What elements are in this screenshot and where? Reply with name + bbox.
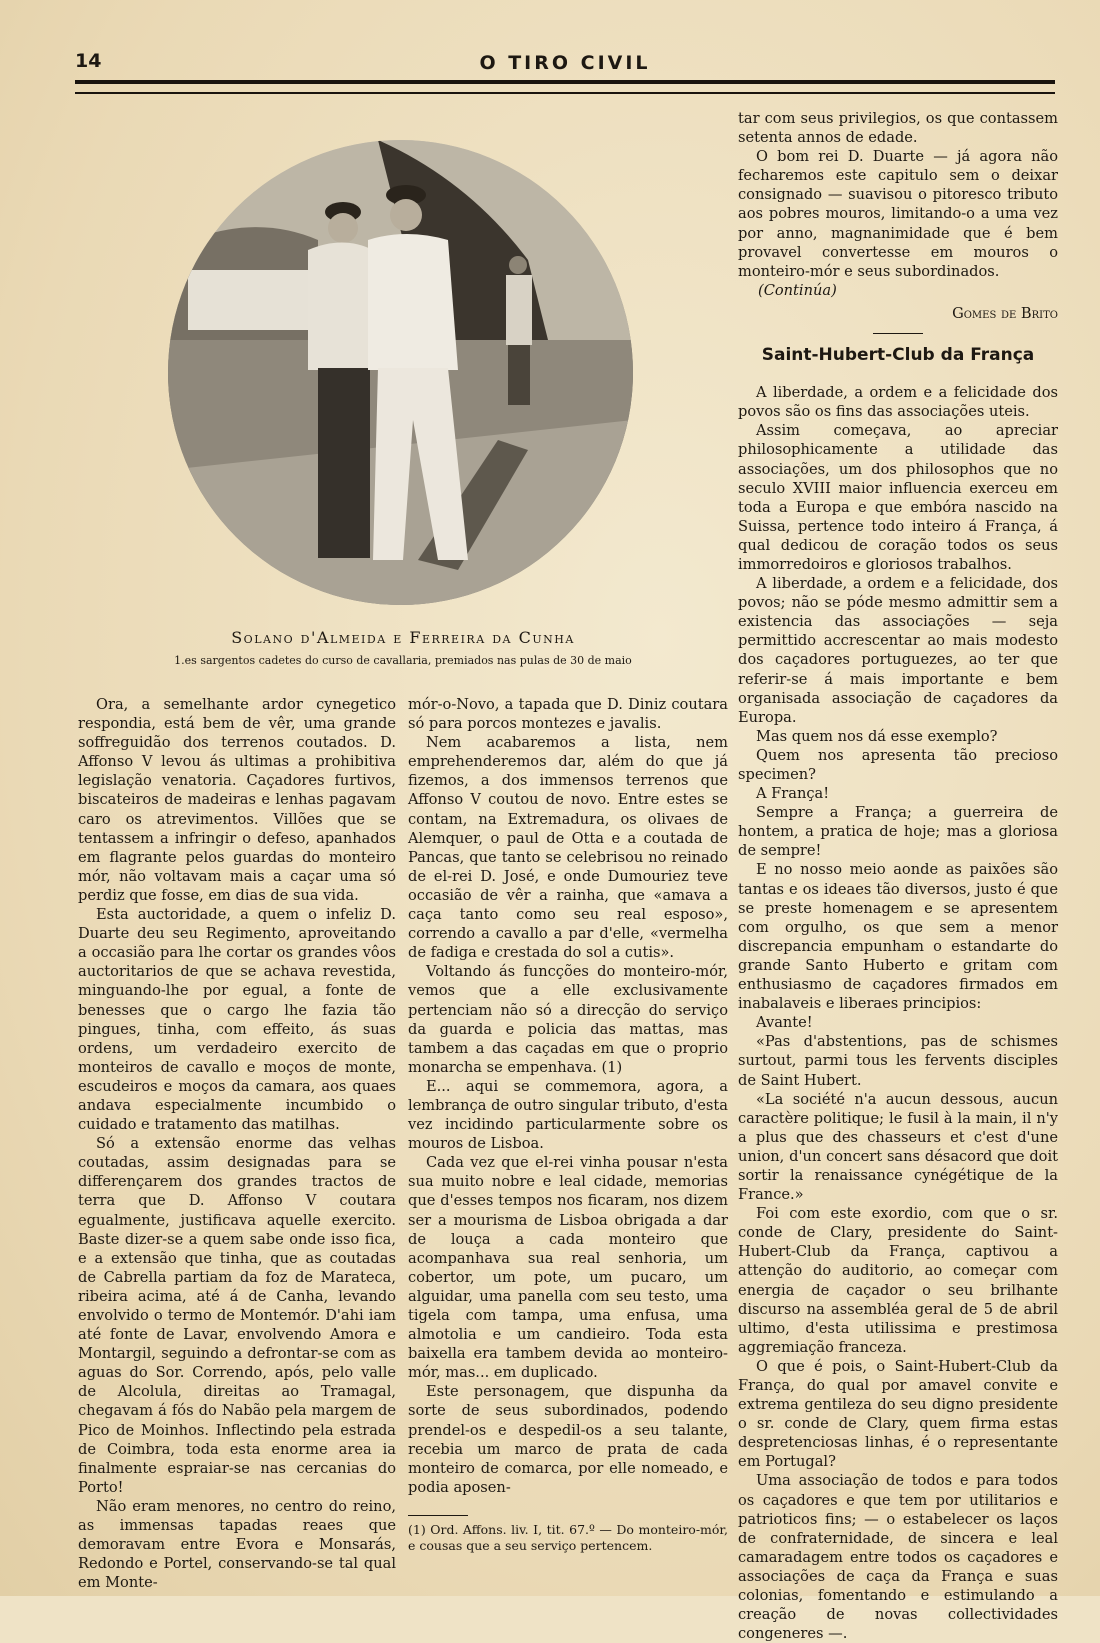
paragraph: mór-o-Novo, a tapada que D. Diniz coutara só para porcos montezes e javalis. (408, 696, 728, 733)
circular-photograph (168, 140, 633, 605)
page-header (75, 50, 1055, 90)
paragraph: Mas quem nos dá esse exemplo? (756, 727, 998, 745)
paragraph: Cada vez que el-rei vinha pousar n'esta sua muito nobre e leal cidade, memorias que d'esses tempos nos ficaram, nos dizem ser a mourisma de Lisboa obrigada a dar de louça a cada monteiro que acompanhava sua real senhoria, um cobertor, um pote, um pucaro, um alguidar, uma panella com seu testo, uma tigela com tampa, uma enfusa, uma almotolia e um candieiro. Toda esta baixella era tambem devida ao monteiro-mór, mas... em duplicado. (408, 1154, 728, 1382)
continua-note: (Continúa) (758, 281, 837, 299)
footnote: (1) Ord. Affons. liv. I, tit. 67.º — Do monteiro-mór, e cousas que a seu serviço pertencem. (408, 1521, 728, 1553)
paragraph: tar com seus privilegios, os que contassem setenta annos de edade. (738, 110, 1058, 147)
photo-subcaption: 1.es sargentos cadetes do curso de cavallaria, premiados nas pulas de 30 de maio (174, 654, 632, 667)
text-column-3 (738, 109, 1058, 1643)
paragraph: Quem nos apresenta tão precioso specimen? (738, 746, 1058, 783)
photo-caption: Solano d'Almeida e Ferreira da Cunha (231, 628, 575, 647)
author-signature: Gomes de Brito (952, 304, 1058, 322)
paragraph: E no nosso meio aonde as paixões são tantas e os ideaes tão diversos, justo é que se preste homenagem e se apresentem com orgulho, os que sem a menor discrepancia empunham o estandarte do grande Santo Huberto e gritam com enthusiasmo de caçadores firmados em inabalaveis e liberaes principios: (738, 861, 1058, 1013)
paragraph: Nem acabaremos a lista, nem emprehenderemos dar, além do que já fizemos, a dos immensos terrenos que Affonso V coutou de novo. Entre estes se contam, na Extremadura, os olivaes de Alemquer, o paul de Otta e a coutada de Pancas, que tanto se celebrisou no reinado de el-rei D. José, e onde Dumouriez teve occasião de vêr a rainha, que «amava a caça tanto como seu real esposo», correndo a cavallo a par d'elle, «vermelha de fadiga e crestada do sol a cutis». (408, 734, 728, 962)
paragraph: Avante! (756, 1014, 813, 1032)
footnote-rule (408, 1515, 468, 1516)
paragraph: O bom rei D. Duarte — já agora não fecharemos este capitulo sem o deixar consignado — suavisou o pitoresco tributo aos pobres mouros, limitando-o a uma vez por anno, magnanimidade que é bem provavel convertesse em mouros o monteiro-mór e seus subordinados. (738, 148, 1058, 280)
header-rule (75, 80, 1055, 94)
paragraph: Só a extensão enorme das velhas coutadas, assim designadas para se differençarem dos grandes tractos de terra que D. Affonso V coutara egualmente, justificava aquelle exercito. Baste dizer-se a quem sabe onde isso fica, e a extensão que tinha, que as coutadas de Cabrella partiam da foz de Marateca, ribeira acima, até á de Canha, levando envolvido o termo de Montemór. D'ahi iam até fonte de Lavar, envolvendo Amora e Montargil, seguindo a defrontar-se com as aguas do Sor. Correndo, após, pelo valle de Alcolula, direitas ao Tramagal, chegavam á fós do Nabão pela margem de Pico de Moinhos. Inflectindo pela estrada de Coimbra, toda esta enorme area ia finalmente espraiar-se nas cercanias do Porto! (78, 1135, 396, 1496)
paragraph: Ora, a semelhante ardor cynegetico respondia, está bem de vêr, uma grande soffreguidão dos terrenos coutados. D. Affonso V levou ás ultimas a prohibitiva legislação venatoria. Caçadores furtivos, biscateiros de madeiras e lenhas pagavam caro os atrevimentos. Villões que se tentassem a infringir o defeso, apanhados em flagrante pelos guardas do monteiro mór, não voltavam mais a caçar uma só perdiz que fosse, em dias de sua vida. (78, 696, 396, 904)
section-rule (873, 333, 923, 334)
photo-block (78, 110, 728, 670)
paragraph: Sempre a França; a guerreira de hontem, a pratica de hoje; mas a gloriosa de sempre! (738, 804, 1058, 860)
paragraph: A liberdade, a ordem e a felicidade dos povos são os fins das associações uteis. (738, 384, 1058, 421)
paragraph: O que é pois, o Saint-Hubert-Club da França, do qual por amavel convite e extrema gentileza do seu digno presidente o sr. conde de Clary, quem firma estas despretenciosas linhas, é o representante em Portugal? (738, 1357, 1058, 1471)
section-title: Saint-Hubert-Club da França (761, 345, 1035, 366)
paragraph: Não eram menores, no centro do reino, as immensas tapadas reaes que demoravam entre Evora e Monsarás, Redondo e Portel, conservando-se tal qual em Monte- (78, 1497, 396, 1592)
paragraph: Esta auctoridade, a quem o infeliz D. Duarte deu seu Regimento, aproveitando a occasião para lhe cortar os grandes vôos auctoritarios de que se achava revestida, minguando-lhe por egual, a fonte de benesses que o cargo lhe fazia tão pingues, tinha, com effeito, ás suas ordens, um verdadeiro exercito de monteiros de cavallo e moços de monte, escudeiros e moços da camara, aos quaes andava especialmente incumbido o cuidado e tratamento das matilhas. (78, 906, 396, 1134)
paragraph: «La société n'a aucun dessous, aucun caractère politique; le fusil à la main, il n'y a plus que des chasseurs et c'est d'une union, d'un concert sans désacord que doit sortir la renaissance cynégétique de la France.» (738, 1090, 1058, 1204)
paragraph: Uma associação de todos e para todos os caçadores e que tem por utilitarios e patrioticos fins; — o estabelecer os laços de confraternidade, de sincera e leal camaradagem entre todos os caçadores e associações de caça da França e suas colonias, fomentando e estimulando a creação de novas collectividades congeneres —. (738, 1472, 1058, 1643)
paragraph: Voltando ás funcções do monteiro-mór, vemos que a elle exclusivamente pertenciam não só a direcção do serviço da guarda e policia das mattas, mas tambem a das caçadas em que o proprio monarcha se empenhava. (1) (408, 963, 728, 1076)
paragraph: Assim começava, ao apreciar philosophicamente a utilidade das associações, um dos philosophos que no seculo XVIII maior influencia exerceu em toda a Europa e que embóra nascido na Suissa, pertence todo inteiro á França, á qual dedicou de coração todos os seus immorredoiros e gloriosos trabalhos. (738, 422, 1058, 573)
paragraph: Este personagem, que dispunha da sorte de seus subordinados, podendo prendel-os e despedil-os a seu talante, recebia um marco de prata de cada monteiro de comarca, por elle nomeado, e podia aposen- (408, 1383, 728, 1496)
paragraph: A liberdade, a ordem e a felicidade, dos povos; não se póde mesmo admittir sem a existencia das associações — seja permittido accrescentar ao mais modesto dos caçadores portuguezes, ao ter que referir-se á mais importante e bem organisada associação de caçadores da Europa. (738, 575, 1058, 726)
paragraph: A França! (756, 785, 830, 803)
text-column-1 (78, 695, 396, 1592)
journal-title: O TIRO CIVIL (479, 52, 651, 74)
paragraph: «Pas d'abstentions, pas de schismes surtout, parmi tous les fervents disciples de Saint Hubert. (738, 1033, 1058, 1089)
photograph-image (168, 140, 633, 605)
paragraph: E... aqui se commemora, agora, a lembrança de outro singular tributo, d'esta vez incidindo particularmente sobre os mouros de Lisboa. (408, 1077, 728, 1153)
text-column-2 (408, 695, 728, 1554)
paragraph: Foi com este exordio, com que o sr. conde de Clary, presidente do Saint-Hubert-Club da França, captivou a attenção do auditorio, ao começar com energia de caçador o seu brilhante discurso na assembléa geral de 5 de abril ultimo, d'esta utilissima e prestimosa aggremiação franceza. (738, 1205, 1058, 1356)
page-number: 14 (75, 50, 102, 72)
